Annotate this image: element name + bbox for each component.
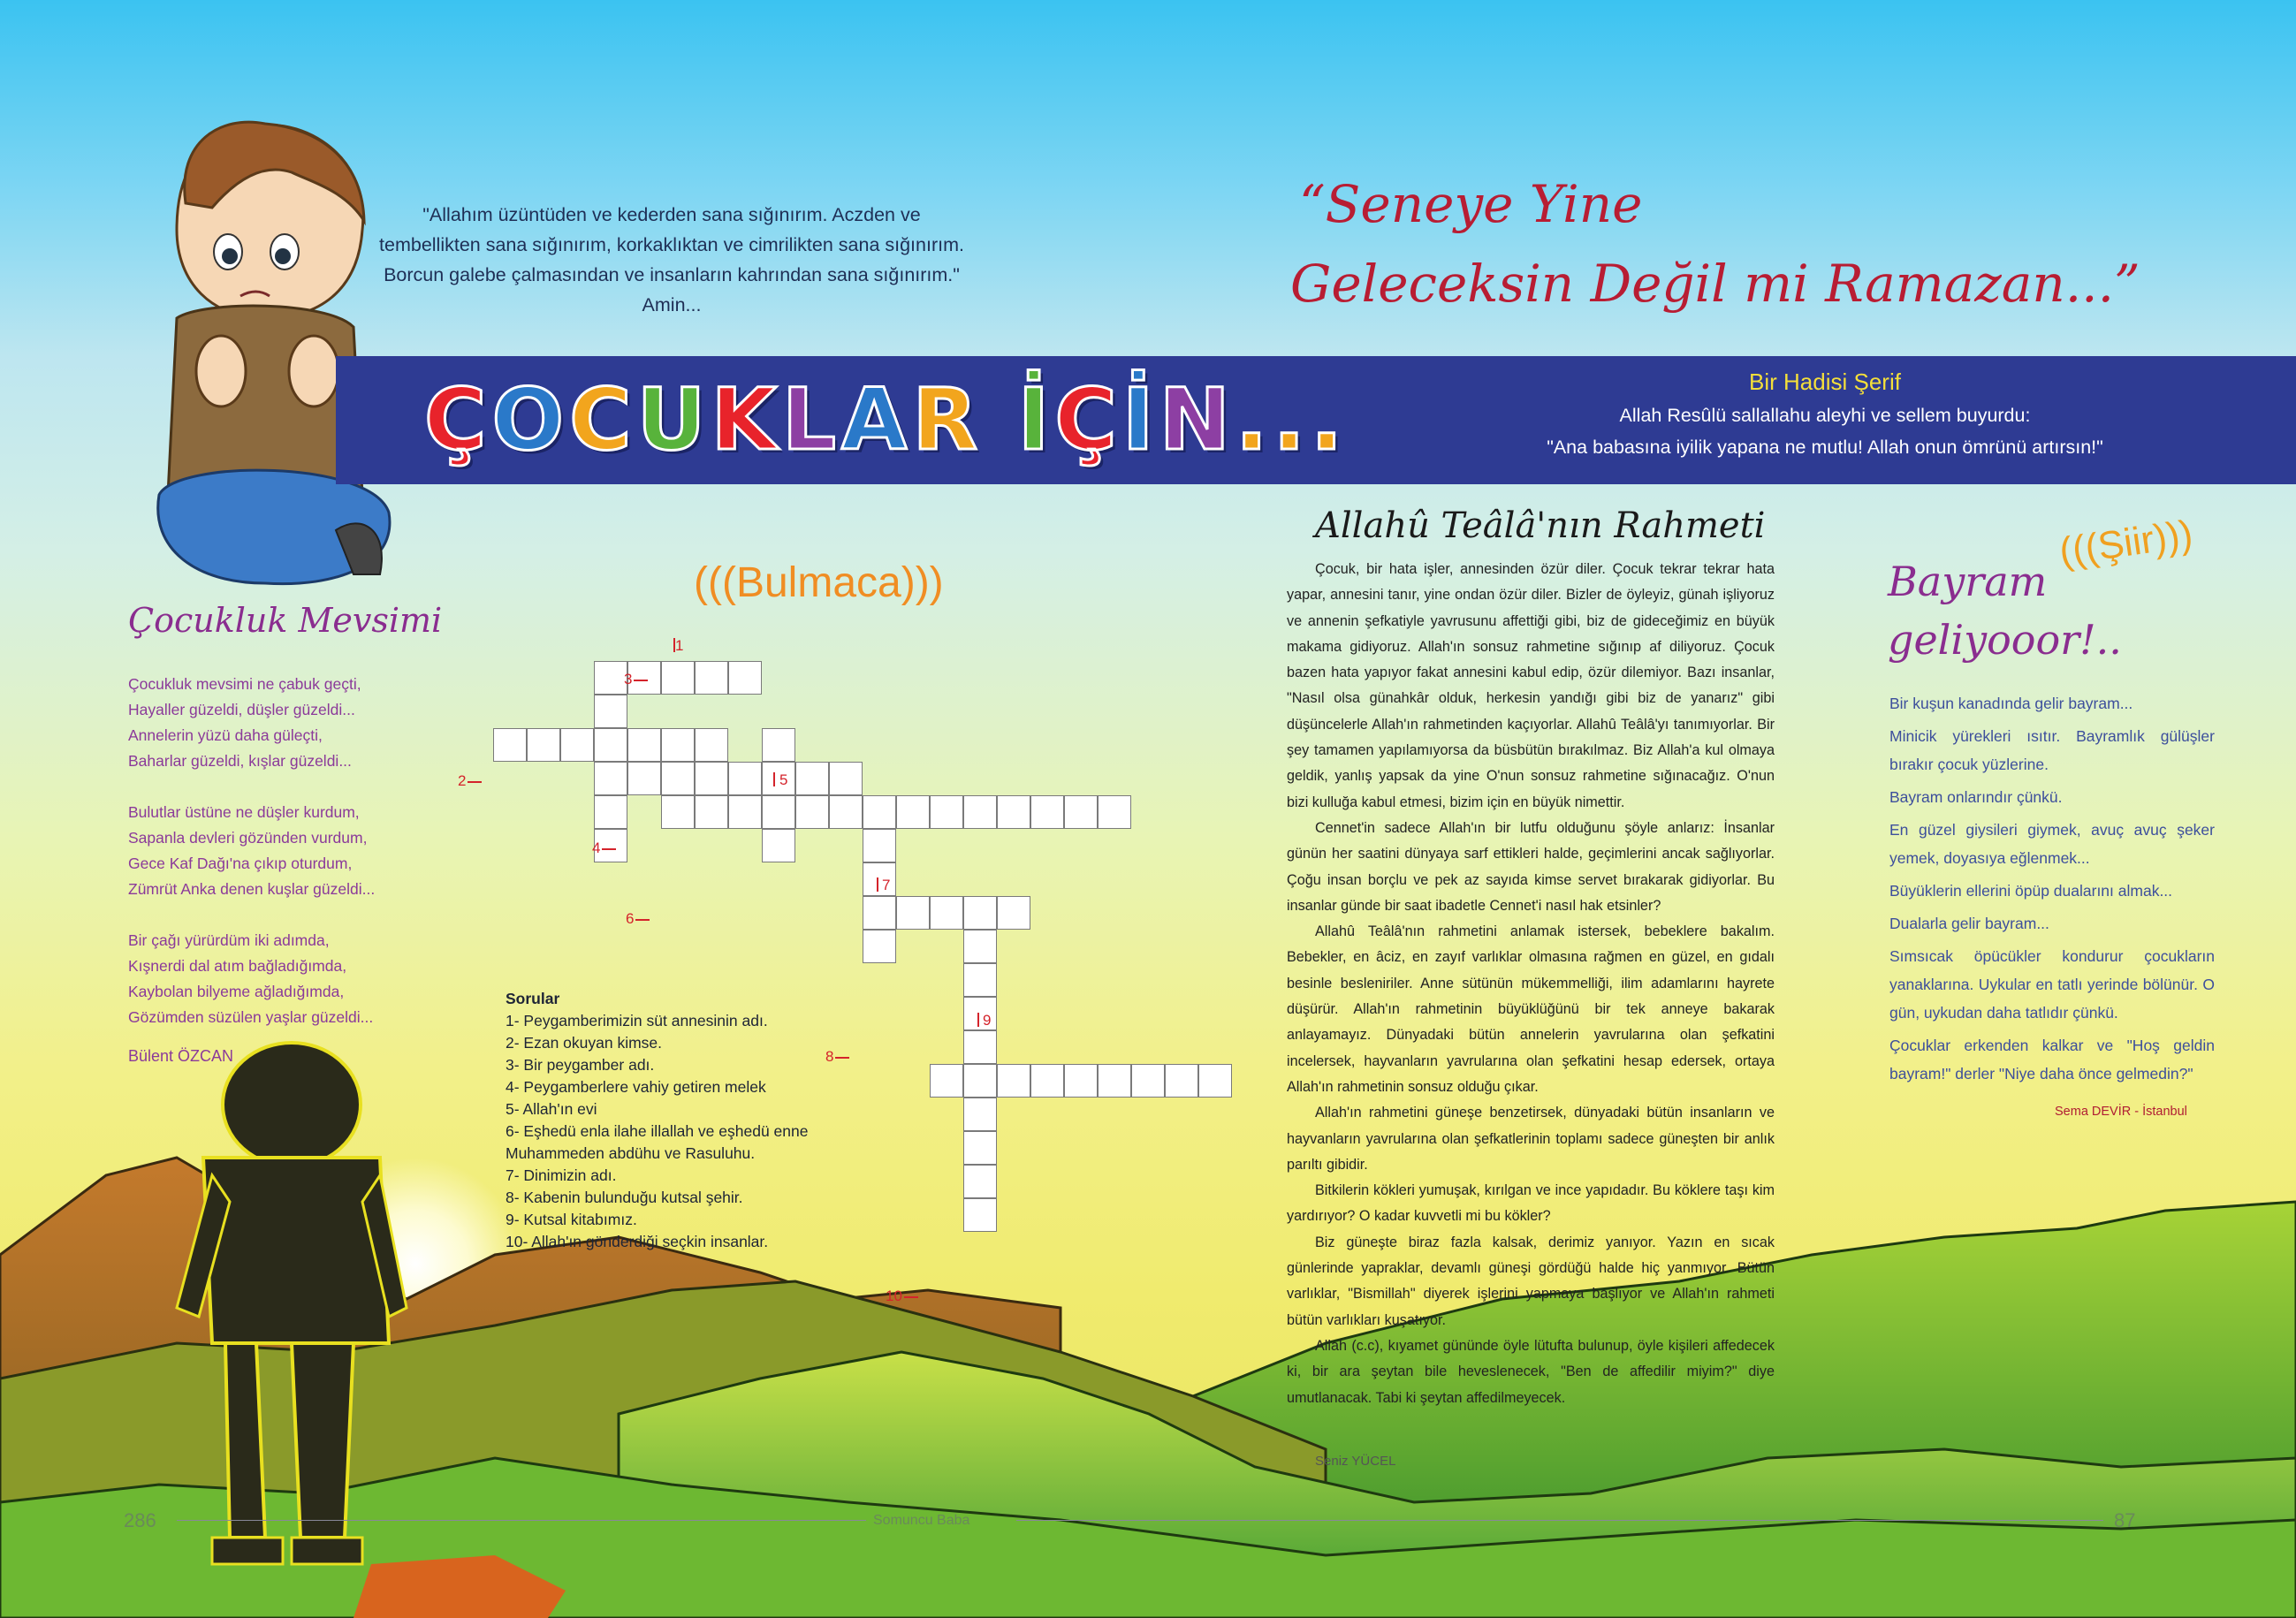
clue-number-9: 9 (983, 1012, 992, 1029)
prayer-line: "Allahım üzüntüden ve kederden sana sığınırım. Aczden ve (422, 204, 921, 225)
crossword-cell[interactable] (997, 896, 1030, 930)
poem-line: Çocukluk mevsimi ne çabuk geçti, (128, 675, 361, 693)
crossword-cell[interactable] (695, 762, 728, 795)
crossword-cell[interactable] (963, 1165, 997, 1198)
clue-number-2: 2 (458, 773, 482, 789)
poem-line: Sapanla devleri gözünden vurdum, (128, 829, 368, 847)
crossword-cell[interactable] (661, 728, 695, 762)
bayram-paragraph: Dualarla gelir bayram... (1889, 915, 2049, 932)
bayram-paragraph: Minicik yürekleri ısıtır. Bayramlık gülüşler bırakır çocuk yüzlerine. (1889, 727, 2215, 773)
crossword-cell[interactable] (829, 762, 863, 795)
bayram-paragraph: Büyüklerin ellerini öpüp dualarını almak... (1889, 882, 2173, 900)
crossword-cell[interactable] (762, 795, 795, 829)
crossword-title: (((Bulmaca))) (694, 559, 944, 606)
clue-number-7: 7 (882, 877, 891, 893)
crossword-cell[interactable] (997, 1064, 1030, 1098)
banner-title-letter: Ç (1054, 370, 1122, 469)
bayram-author: Sema DEVİR - İstanbul (2055, 1105, 2187, 1119)
crossword-cell[interactable] (963, 1098, 997, 1131)
crossword-cell[interactable] (963, 1198, 997, 1232)
crossword-cell[interactable] (963, 930, 997, 963)
question-item: 2- Ezan okuyan kimse. (506, 1034, 663, 1052)
crossword-cell[interactable] (1165, 1064, 1198, 1098)
article-paragraph: Allahû Teâlâ'nın rahmetini anlamak istersek, bebeklere bakalım. Bebekler, en âciz, en zayıf varlıklar olmasına rağmen en güzel, en gıdalı besinle besleniriler. Anne sütünün mükemmelliği, ilim adamlarını hayrete düşürür. Allah'ın rahmetinin büyüklüğünü bir tek anneye bakarak anlayamayız. Dünyadaki bütün annelerin yavrularına olan şefkatini incelersek, hayvanların yavrularına olan şefkatini hesap edersek, ortaya Allah'ın rahmetinin sonsuz olduğu çıkar. (1287, 923, 1775, 1095)
poem-line: Hayaller güzeldi, düşler güzeldi... (128, 701, 355, 718)
crossword-cell[interactable] (594, 695, 627, 728)
question-item: 7- Dinimizin adı. (506, 1166, 617, 1184)
crossword-cell[interactable] (896, 896, 930, 930)
crossword-cell[interactable] (863, 930, 896, 963)
banner-title-letter: N (1159, 370, 1235, 469)
question-item: 1- Peygamberimizin süt annesinin adı. (506, 1012, 768, 1029)
banner-title-letter: C (569, 370, 637, 469)
crossword-cell[interactable] (594, 762, 627, 795)
crossword-cell[interactable] (963, 1064, 997, 1098)
poem-line: Gece Kaf Dağı'na çıkıp oturdum, (128, 855, 353, 872)
bayram-title-line2: geliyooor!.. (1888, 616, 2122, 664)
arrow-down-icon (877, 877, 878, 892)
clue-number-6: 6 (626, 911, 650, 927)
crossword-cell[interactable] (627, 728, 661, 762)
crossword-cell[interactable] (795, 795, 829, 829)
crossword-cell[interactable] (795, 762, 829, 795)
question-item: 5- Allah'ın evi (506, 1100, 597, 1118)
banner-title-letter: R (912, 370, 984, 469)
poem-stanza (128, 672, 429, 774)
banner-title-letter (983, 370, 1017, 469)
clue-number-3: 3 (624, 672, 648, 687)
question-item: 6- Eşhedü enla ilahe illallah ve eşhedü enne (506, 1122, 809, 1140)
hadis-line: Allah Resûlü sallallahu aleyhi ve sellem buyurdu: (1619, 405, 2031, 426)
poem-line: Baharlar güzeldi, kışlar güzeldi... (128, 752, 352, 770)
crossword-cell[interactable] (963, 896, 997, 930)
crossword-cell[interactable] (1098, 795, 1131, 829)
crossword-cell[interactable] (493, 728, 527, 762)
ramazan-title (1290, 164, 2174, 323)
hadis-block (1379, 364, 2271, 463)
clue-number-10: 10 (886, 1288, 918, 1304)
crossword-cell[interactable] (863, 829, 896, 862)
ramazan-title-line1: “Seneye Yine (1299, 174, 1643, 234)
crossword-cell[interactable] (829, 795, 863, 829)
banner-title-letter: Ç (424, 370, 492, 469)
crossword-cell[interactable] (1198, 1064, 1232, 1098)
crossword-cell[interactable] (762, 829, 795, 862)
crossword-questions (506, 988, 841, 1253)
praying-boy-illustration (158, 122, 390, 583)
bayram-title-line1: Bayram (1888, 558, 2048, 605)
cocuklar-icin-title (424, 358, 1348, 482)
crossword-cell[interactable] (963, 795, 997, 829)
footer-divider (1016, 1520, 2103, 1521)
clue-number-1: 1 (675, 637, 684, 654)
bayram-paragraph: Çocuklar erkenden kalkar ve "Hoş geldin bayram!" derler "Niye daha önce gelmedin?" (1889, 1037, 2215, 1082)
crossword-cell[interactable] (963, 963, 997, 997)
crossword-cell[interactable] (560, 728, 594, 762)
prayer-line: Amin... (642, 294, 702, 315)
magazine-name: Somuncu Baba (873, 1513, 970, 1528)
banner-title-letter: İ (1121, 370, 1159, 469)
crossword-cell[interactable] (695, 661, 728, 695)
banner-title-letter: A (841, 370, 913, 469)
article-paragraph: Cennet'in sadece Allah'ın bir lutfu olduğunu şöyle anlarız: İnsanlar günün her saatini dünyaya sarf ettikleri halde, geçimlerini ancak sağlıyorlar. Çoğu insan borçlu ve pek az sayıda kimse servet bırakarak gidiyorlar. Bu insanlar günde bir saat ibadetle Cennet'i nasıl hak etsinler? (1287, 819, 1775, 914)
article-title: Allahû Teâlâ'nın Rahmeti (1315, 505, 1766, 546)
crossword-cell[interactable] (997, 795, 1030, 829)
crossword-cell[interactable] (762, 762, 795, 795)
question-item: 10- Allah'ın gönderdiği seçkin insanlar. (506, 1233, 769, 1250)
question-item: 8- Kabenin bulunduğu kutsal şehir. (506, 1189, 743, 1206)
clue-number-8: 8 (825, 1049, 849, 1065)
poem-line: Annelerin yüzü daha güleçti, (128, 726, 323, 744)
crossword-cell[interactable] (863, 896, 896, 930)
crossword-cell[interactable] (1131, 1064, 1165, 1098)
article-paragraph: Çocuk, bir hata işler, annesinden özür diler. Çocuk tekrar tekrar hata yapar, annesini tanır, yine ondan özür diler. Bizler de öyleyiz, günah işliyoruz ve annenin şefkatiyle yavrusunu affettiği gibi, biz de gideceğimiz en büyük makama gidiyoruz. Allah'ın sonsuz rahmetine sığınıp af diliyoruz. Çocuk bazen hata yapıyor fakat annesini kabul edip, özür dilemiyor. Bazı insanlar, "Nasıl olsa günahkâr olduk, herkesin yandığı gibi biz de yanarız" gibi düşüncelerle Allah'ın rahmetinden kaçıyorlar. Allahû Teâlâ'yı tanımıyorlar. Bir şey tamamen yapılamıyorsa da büsbütün bırakılmaz. Biz Allah'a kul olmaya geldik, yanlış yapsak da yine O'nun sonsuz rahmetine sığınacağız. O'nun bizi kulluğa kabul etmesi, bizim için en büyük nimettir. (1287, 561, 1775, 810)
crossword-cell[interactable] (930, 795, 963, 829)
arrow-down-icon (977, 1013, 979, 1027)
bayram-title (1888, 552, 2153, 669)
poem-author: Bülent ÖZCAN (128, 1047, 234, 1065)
poem-body (128, 672, 429, 1056)
arrow-down-icon (673, 638, 675, 652)
crossword-cell[interactable] (863, 795, 896, 829)
questions-title: Sorular (506, 990, 560, 1007)
ramazan-title-line2: Geleceksin Değil mi Ramazan...” (1290, 254, 2140, 314)
poem-title: Çocukluk Mevsimi (128, 601, 443, 640)
banner-title-letter: K (711, 370, 782, 469)
crossword-cell[interactable] (963, 1131, 997, 1165)
article-paragraph: Allah (c.c), kıyamet gününde öyle lütufta bulunup, öyle kişileri affedecek ki, bir ara şeytan bile heveslenecek, "Ben de affedilir miyim?" diye umutlanacak. Tabi ki şeytan affedilmeyecek. (1287, 1337, 1775, 1406)
question-item: 4- Peygamberlere vahiy getiren melek (506, 1078, 766, 1096)
hadis-title: Bir Hadisi Şerif (1749, 368, 1901, 395)
crossword-cell[interactable] (695, 795, 728, 829)
crossword-cell[interactable] (1064, 795, 1098, 829)
page-number-left: 286 (124, 1509, 156, 1531)
poem-line: Kaybolan bilyeme ağladığımda, (128, 983, 345, 1000)
crossword-cell[interactable] (963, 1030, 997, 1064)
crossword-cell[interactable] (527, 728, 560, 762)
clue-number-4: 4 (592, 840, 616, 856)
prayer-line: tembellikten sana sığınırım, korkaklıktan ve cimrilikten sana sığınırım. (379, 234, 964, 255)
bayram-body (1889, 689, 2215, 1092)
crossword-cell[interactable] (762, 728, 795, 762)
crossword-cell[interactable] (661, 762, 695, 795)
arrow-down-icon (773, 772, 775, 786)
question-item: Muhammeden abdühu ve Rasuluhu. (506, 1144, 756, 1162)
crossword-cell[interactable] (661, 795, 695, 829)
bayram-paragraph: Bir kuşun kanadında gelir bayram... (1889, 695, 2133, 712)
banner-title-letter: ... (1235, 370, 1349, 469)
crossword-cell[interactable] (963, 997, 997, 1030)
crossword-cell[interactable] (896, 795, 930, 829)
banner-title-letter: O (491, 370, 570, 469)
question-item: 3- Bir peygamber adı. (506, 1056, 655, 1074)
crossword-cell[interactable] (930, 896, 963, 930)
crossword-cell[interactable] (728, 661, 762, 695)
poem-line: Gözümden süzülen yaşlar güzeldi... (128, 1008, 374, 1026)
poem-line: Bir çağı yürürdüm iki adımda, (128, 931, 330, 949)
page-number-right: 87 (2114, 1509, 2136, 1531)
crossword-cell[interactable] (594, 728, 627, 762)
question-item: 9- Kutsal kitabımız. (506, 1211, 637, 1228)
article-paragraph: Biz güneşte biraz fazla kalsak, derimiz yanıyor. Yazın en sıcak günlerinde yapraklar, devamlı güneşi gördüğü halde hiç yanmıyor. Bütün varlıklar, "Bismillah" diyerek işlerini yapmaya başlıyor ve Allah'ın rahmeti bütün varlıkları kuşatıyor. (1287, 1234, 1775, 1328)
crossword-cell[interactable] (627, 762, 661, 795)
poem-stanza (128, 800, 429, 902)
prayer-quote (376, 200, 968, 320)
clue-number-5: 5 (779, 771, 788, 788)
bayram-paragraph: Sımsıcak öpücükler kondurur çocukların yanaklarına. Uykular en tatlı yerinde bölünür. O gün, uykudan daha tatlıdır çünkü. (1889, 947, 2215, 1022)
crossword-cell[interactable] (594, 661, 627, 695)
crossword-cell[interactable] (863, 862, 896, 896)
poem-line: Zümrüt Anka denen kuşlar güzeldi... (128, 880, 376, 898)
poem-stanza (128, 928, 429, 1030)
article-body (1287, 557, 1775, 1411)
bayram-paragraph: En güzel giysileri giymek, avuç avuç şeker yemek, doyasıya eğlenmek... (1889, 821, 2215, 867)
crossword-cell[interactable] (1030, 795, 1064, 829)
crossword-cell[interactable] (728, 762, 762, 795)
crossword-cell[interactable] (1030, 1064, 1064, 1098)
poem-line: Bulutlar üstüne ne düşler kurdum, (128, 803, 360, 821)
crossword-cell[interactable] (728, 795, 762, 829)
siir-label: (((Şiir))) (2057, 512, 2196, 574)
banner-title-letter: İ (1017, 370, 1055, 469)
crossword-cell[interactable] (930, 1064, 963, 1098)
article-author: Seniz YÜCEL (1315, 1454, 1396, 1469)
article-paragraph: Bitkilerin kökleri yumuşak, kırılgan ve ince yapıdadır. Bu köklere taşı kim yardırıyor? O kadar kuvvetli mi bu kökler? (1287, 1182, 1775, 1225)
bayram-paragraph: Bayram onlarındır çünkü. (1889, 788, 2063, 806)
poem-line: Kışnerdi dal atım bağladığımda, (128, 957, 347, 975)
crossword-cell[interactable] (1098, 1064, 1131, 1098)
crossword-cell[interactable] (1064, 1064, 1098, 1098)
banner-title-letter: L (781, 370, 842, 469)
prayer-line: Borcun galebe çalmasından ve insanların kahrından sana sığınırım." (384, 264, 960, 285)
crossword-cell[interactable] (594, 795, 627, 829)
footer-divider (177, 1520, 866, 1521)
hadis-quote: "Ana babasına iyilik yapana ne mutlu! Allah onun ömrünü artırsın!" (1547, 437, 2103, 458)
banner-title-letter: U (636, 370, 711, 469)
crossword-cell[interactable] (695, 728, 728, 762)
article-paragraph: Allah'ın rahmetini güneşe benzetirsek, dünyadaki bütün insanların ve hayvanların yavrularına olan şefkatlerinin toplamı sadece güneşten bir anlık parıltı gibidir. (1287, 1105, 1775, 1173)
crossword-cell[interactable] (661, 661, 695, 695)
